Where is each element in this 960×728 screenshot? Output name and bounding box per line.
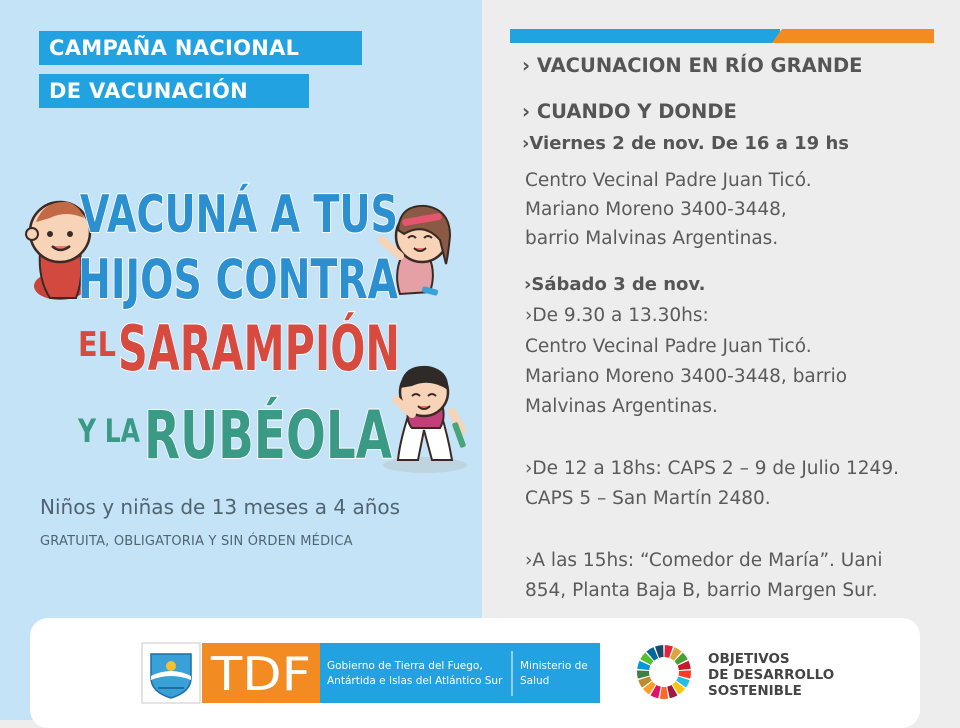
- saturday-address-line1: Centro Vecinal Padre Juan Ticó.: [525, 336, 812, 357]
- friday-address-line2: Mariano Moreno 3400-3448,: [525, 199, 787, 220]
- campaign-title-line1: CAMPAÑA NACIONAL: [39, 31, 362, 65]
- poster-title-line2: HIJOS CONTRA: [78, 248, 399, 311]
- saturday-address-line2: Mariano Moreno 3400-3448, barrio: [525, 366, 848, 387]
- sdg-text-line3: SOSTENIBLE: [708, 683, 802, 699]
- poster-title-line4-big: RUBÉOLA: [144, 397, 494, 474]
- sdg-text-line1: OBJETIVOS: [708, 651, 790, 667]
- poster-title-line3-big: SARAMPIÓN: [118, 312, 400, 385]
- comedor-line1: ›A las 15hs: “Comedor de María”. Uani: [525, 550, 883, 571]
- footer-logo-strip: [30, 618, 920, 720]
- province-coat-of-arms: [142, 643, 200, 703]
- government-name-line1: Gobierno de Tierra del Fuego,: [327, 660, 483, 672]
- caps-line1: ›De 12 a 18hs: CAPS 2 – 9 de Julio 1249.: [525, 458, 899, 479]
- audience-text: Niños y niñas de 13 meses a 4 años: [40, 495, 401, 519]
- accent-bar: [510, 29, 934, 43]
- ministry-line1: Ministerio de: [520, 660, 588, 672]
- saturday-address-line3: Malvinas Argentinas.: [525, 396, 718, 417]
- comedor-line2: 854, Planta Baja B, barrio Margen Sur.: [525, 580, 878, 601]
- government-block: [320, 643, 600, 703]
- saturday-time: ›De 9.30 a 13.30hs:: [525, 305, 709, 326]
- sdg-text-line2: DE DESARROLLO: [708, 667, 835, 683]
- friday-heading: ›Viernes 2 de nov. De 16 a 19 hs: [522, 133, 849, 154]
- sdg-wheel-segment: [660, 687, 668, 699]
- campaign-title-line2: DE VACUNACIÓN: [39, 74, 309, 108]
- conditions-text: GRATUITA, OBLIGATORIA Y SIN ÓRDEN MÉDICA: [40, 534, 353, 549]
- ministry-line2: Salud: [520, 675, 550, 687]
- poster-title-line1: VACUNÁ A TUS: [80, 185, 513, 245]
- heading-location: › VACUNACION EN RÍO GRANDE: [522, 54, 863, 77]
- sdg-wheel-icon: [637, 645, 691, 699]
- government-name-line2: Antártida e Islas del Atlántico Sur: [327, 675, 503, 687]
- friday-address-line3: barrio Malvinas Argentinas.: [525, 228, 779, 249]
- poster-title-line3-small: EL: [78, 325, 116, 365]
- tdf-logo-text: TDF: [209, 647, 311, 701]
- friday-address-line1: Centro Vecinal Padre Juan Ticó.: [525, 170, 812, 191]
- saturday-heading: ›Sábado 3 de nov.: [524, 274, 706, 295]
- poster-illustration: [20, 160, 513, 480]
- heading-when-where: › CUANDO Y DONDE: [522, 100, 737, 123]
- poster-title-line4-small: Y LA: [77, 412, 141, 450]
- accent-bar-blue: [510, 29, 780, 43]
- caps-line2: CAPS 5 – San Martín 2480.: [525, 488, 771, 509]
- accent-bar-orange: [772, 29, 934, 43]
- footer-logos: [30, 618, 920, 728]
